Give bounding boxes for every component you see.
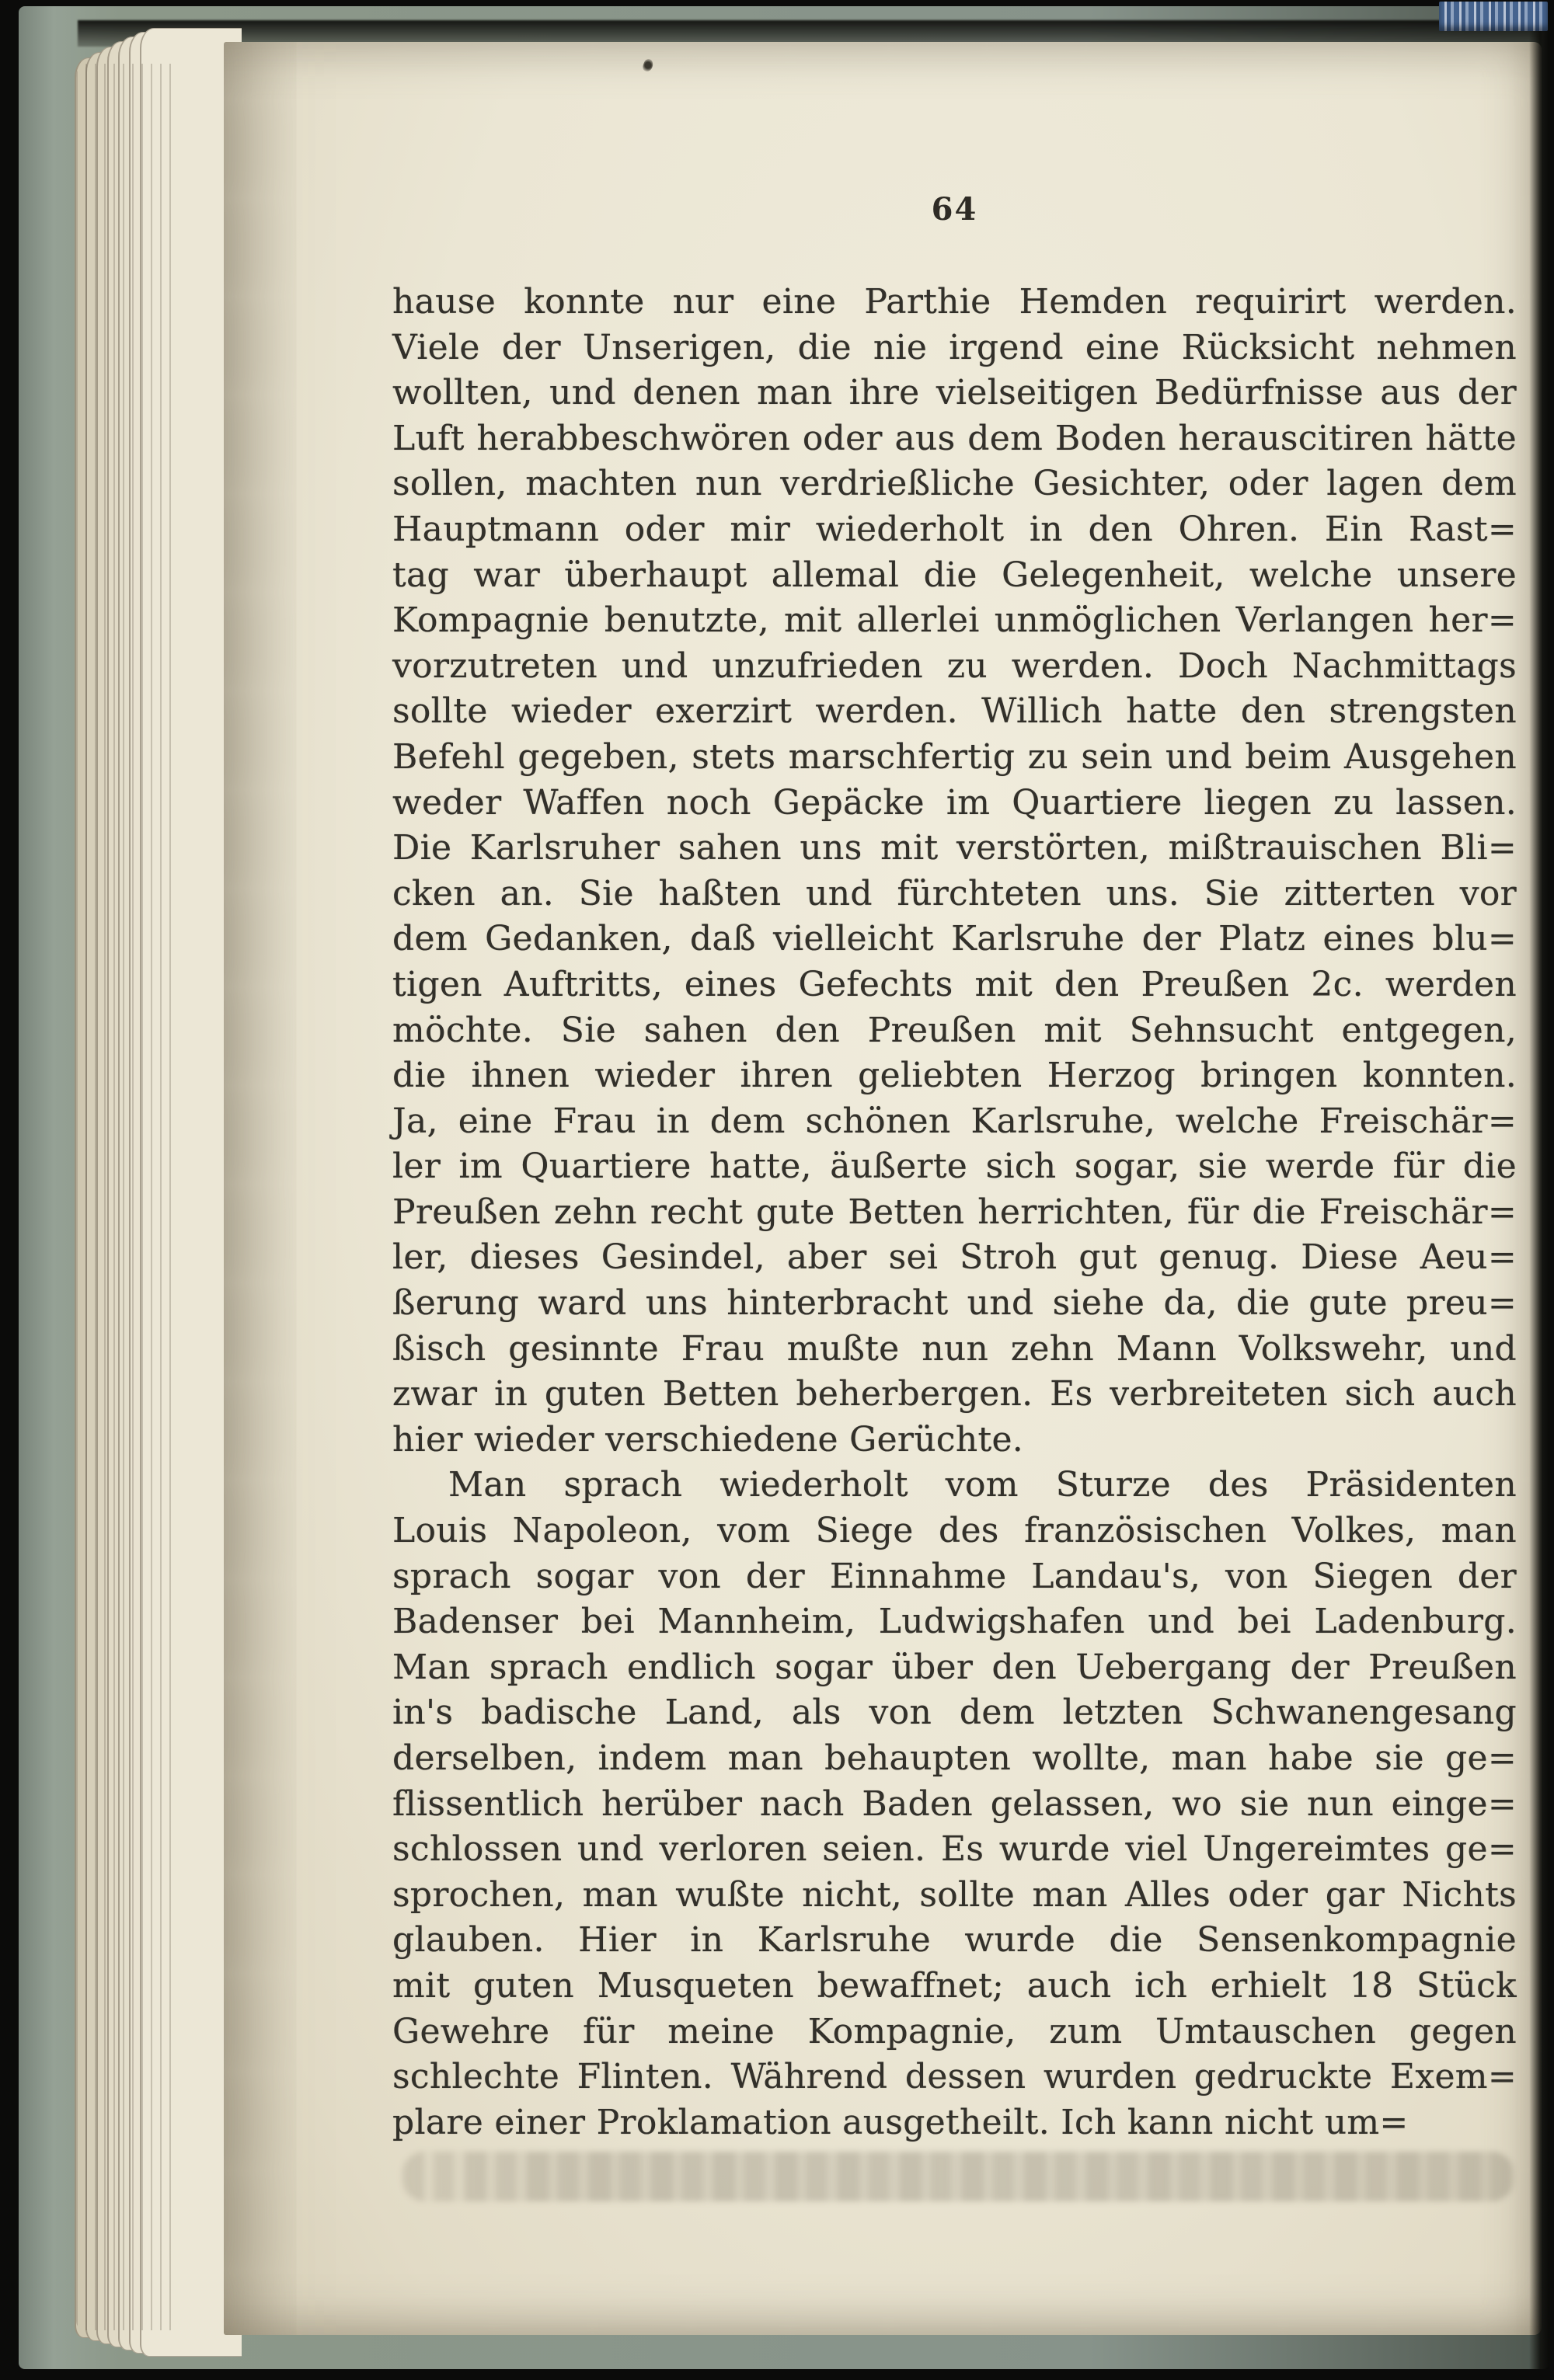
text-line: Die Karlsruher sahen uns mit verstörten, mißtrauischen Bli= — [392, 828, 1517, 868]
text-line: sollen, machten nun verdrießliche Gesichter, oder lagen dem — [392, 464, 1517, 504]
text-line: glauben. Hier in Karlsruhe wurde die Sensenkompagnie — [392, 1920, 1517, 1961]
text-line: Befehl gegeben, stets marschfertig zu sein und beim Ausgehen — [392, 736, 1517, 777]
text-line: derselben, indem man behaupten wollte, man habe sie ge= — [392, 1738, 1517, 1778]
text-line: schlossen und verloren seien. Es wurde viel Ungereimtes ge= — [392, 1829, 1517, 1870]
text-line: vorzutreten und unzufrieden zu werden. Doch Nachmittags — [392, 645, 1517, 686]
text-line: Louis Napoleon, vom Siege des französischen Volkes, man — [392, 1511, 1517, 1551]
text-line: cken an. Sie haßten und fürchteten uns. Sie zitterten vor — [392, 873, 1517, 913]
text-line: möchte. Sie sahen den Preußen mit Sehnsucht entgegen, — [392, 1010, 1517, 1050]
book-page — [224, 42, 1542, 2335]
text-line: flissentlich herüber nach Baden gelassen, wo sie nun einge= — [392, 1783, 1517, 1824]
text-line: schlechte Flinten. Während dessen wurden gedruckte Exem= — [392, 2057, 1517, 2097]
text-line: dem Gedanken, daß vielleicht Karlsruhe der Platz eines blu= — [392, 919, 1517, 959]
text-line: ler, dieses Gesindel, aber sei Stroh gut genug. Diese Aeu= — [392, 1237, 1517, 1278]
text-line: hier wieder verschiedene Gerüchte. — [392, 1419, 1024, 1460]
text-line: in's badische Land, als von dem letzten Schwanengesang — [392, 1693, 1517, 1733]
text-line: Luft herabbeschwören oder aus dem Boden herauscitiren hätte — [392, 418, 1517, 458]
text-line: Hauptmann oder mir wiederholt in den Ohren. Ein Rast= — [392, 509, 1517, 549]
text-line: Preußen zehn recht gute Betten herrichten, für die Freischär= — [392, 1192, 1517, 1232]
bleedthrough-print — [402, 2152, 1514, 2201]
blue-striped-band — [1439, 2, 1548, 31]
page-number: 64 — [931, 191, 978, 228]
text-line: plare einer Proklamation ausgetheilt. Ich kann nicht um= — [392, 2102, 1409, 2142]
text-line: zwar in guten Betten beherbergen. Es verbreiteten sich auch — [392, 1374, 1517, 1414]
ink-speck — [642, 57, 655, 72]
text-line: wollten, und denen man ihre vielseitigen Bedürfnisse aus der — [392, 373, 1517, 413]
page-text — [392, 280, 1517, 2145]
text-line: Man sprach wiederholt vom Sturze des Präsidenten — [448, 1465, 1517, 1505]
text-line: die ihnen wieder ihren geliebten Herzog bringen konnten. — [392, 1056, 1517, 1096]
text-line: hause konnte nur eine Parthie Hemden requirirt werden. — [392, 282, 1517, 322]
text-line: sprach sogar von der Einnahme Landau's, von Siegen der — [392, 1556, 1517, 1596]
text-line: Kompagnie benutzte, mit allerlei unmöglichen Verlangen her= — [392, 600, 1517, 641]
spine-shadow — [1529, 6, 1549, 2369]
text-line: ler im Quartiere hatte, äußerte sich sogar, sie werde für die — [392, 1147, 1517, 1187]
text-line: ßisch gesinnte Frau mußte nun zehn Mann Volkswehr, und — [392, 1328, 1517, 1369]
text-line: Gewehre für meine Kompagnie, zum Umtauschen gegen — [392, 2011, 1517, 2051]
page-edge-lines — [76, 64, 173, 2330]
page-edge-stack — [75, 17, 234, 2361]
text-line: Viele der Unserigen, die nie irgend eine Rücksicht nehmen — [392, 327, 1517, 367]
text-line: Ja, eine Frau in dem schönen Karlsruhe, welche Freischär= — [392, 1101, 1517, 1141]
text-line: mit guten Musqueten bewaffnet; auch ich erhielt 18 Stück — [392, 1965, 1517, 2006]
text-line: Badenser bei Mannheim, Ludwigshafen und bei Ladenburg. — [392, 1602, 1517, 1642]
text-line: tag war überhaupt allemal die Gelegenheit, welche unsere — [392, 555, 1517, 595]
text-line: weder Waffen noch Gepäcke im Quartiere liegen zu lassen. — [392, 782, 1517, 823]
text-line: sprochen, man wußte nicht, sollte man Alles oder gar Nichts — [392, 1874, 1517, 1915]
text-line: Man sprach endlich sogar über den Uebergang der Preußen — [392, 1647, 1517, 1687]
text-line: sollte wieder exerzirt werden. Willich hatte den strengsten — [392, 691, 1517, 732]
text-line: ßerung ward uns hinterbracht und siehe da, die gute preu= — [392, 1283, 1517, 1324]
text-line: tigen Auftritts, eines Gefechts mit den Preußen 2c. werden — [392, 964, 1517, 1004]
